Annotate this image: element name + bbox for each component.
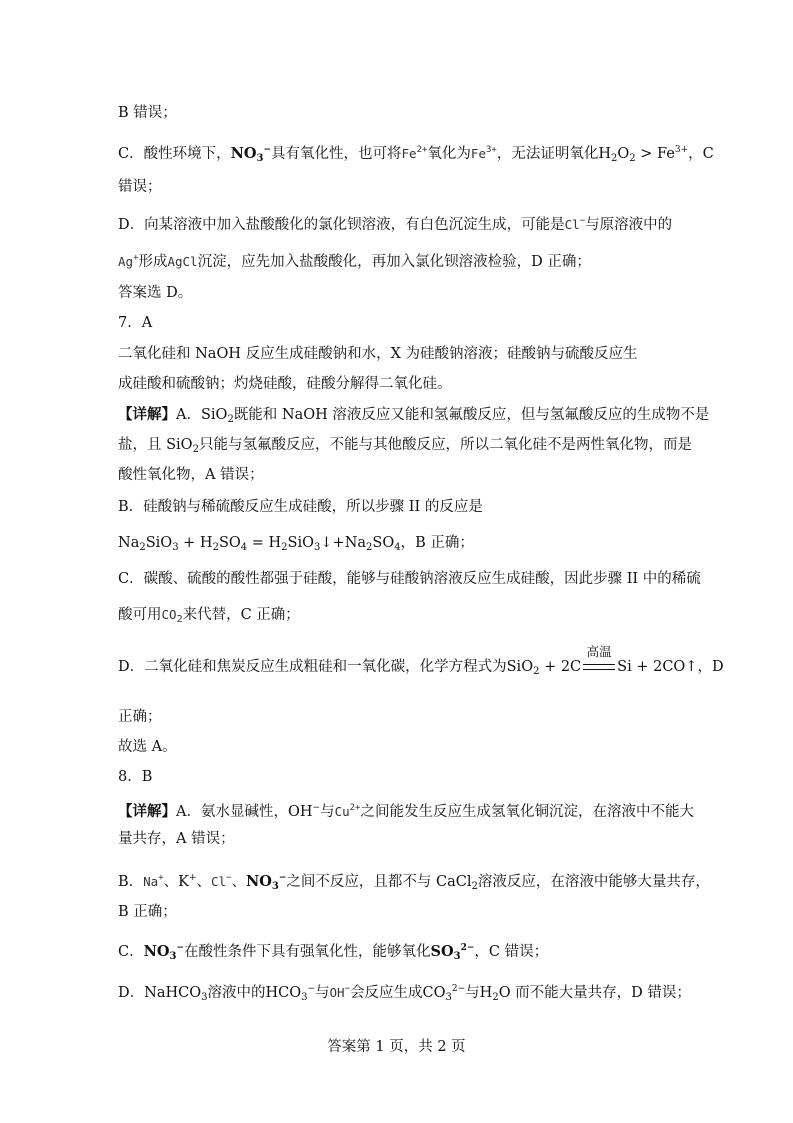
formula-no3: $NO_3^-$: [246, 873, 287, 892]
formula-co3: $CO_3^{2-}$: [422, 984, 466, 1003]
text: ，C: [688, 146, 714, 162]
text: B 正确；: [118, 904, 177, 920]
text: A．氨水显碱性，OH: [176, 804, 313, 820]
line-8-detail-a-2: [118, 829, 235, 849]
text: 二氧化硅和 NaOH 反应生成硅酸钠和水，X 为硅酸钠溶液；硅酸钠与硫酸反应生: [118, 346, 638, 362]
text: 错误；: [118, 179, 162, 195]
text: 故选 A。: [118, 739, 177, 755]
line-7-equation-b: [118, 533, 474, 558]
line-7-detail-c: [118, 569, 701, 589]
line-c-oxidation: [118, 140, 714, 169]
formula-hco3: $HCO_3^-$: [265, 984, 316, 1003]
text: 之间能发生反应生成氢氧化铜沉淀，在溶液中不能大: [360, 804, 694, 820]
formula-no3: $NO_3^-$: [143, 943, 185, 962]
formula-cl: Cl−: [564, 216, 586, 232]
equation-sio3: $Na_2SiO_3 + H_2SO_4$ = $H_2SiO_3↓+Na_2SO_4$: [118, 535, 401, 553]
formula-fe2: $Fe^{2+}$: [401, 145, 428, 161]
line-8-detail-b-2: [118, 902, 177, 922]
line-7-intro-2: [118, 374, 452, 394]
formula-agcl: AgCl: [167, 254, 198, 269]
formula-so3: $SO_3^{2-}$: [430, 943, 475, 962]
formula-cu2: $Cu^{2+}$: [334, 803, 361, 819]
text: 正确；: [118, 709, 162, 725]
text: 量共存，A 错误；: [118, 831, 235, 847]
question-7-answer: [118, 313, 152, 333]
equation-si: SiO$_2$ + 2C 高温 Si + 2CO↑，D: [506, 644, 724, 677]
line-7-intro-1: [118, 344, 638, 364]
detail-label: 【详解】: [118, 406, 176, 423]
text: 在酸性条件下具有强氧化性，能够氧化: [184, 944, 431, 960]
page-footer: 答案第 1 页，共 2 页: [327, 1039, 466, 1055]
text: D．NaHCO: [118, 985, 202, 1001]
text: ，C 错误；: [474, 944, 549, 960]
text: C．碳酸、硫酸的酸性都强于硅酸，能够与硅酸钠溶液反应生成硅酸，因此步骤 II 中的稀硫: [118, 571, 701, 587]
line-7-choice: [118, 737, 177, 757]
text: 沉淀，应先加入盐酸酸化，再加入氯化钡溶液检验，D 正确；: [197, 254, 591, 270]
line-7-detail-a-3: [118, 465, 264, 485]
text: B 错误；: [118, 105, 177, 121]
line-d-chloride: [118, 211, 672, 235]
formula-ag: Ag+: [118, 253, 139, 269]
line-7-correct: [118, 707, 162, 727]
formula-co2: $CO_2$: [161, 607, 183, 625]
text: C．酸性环境下，: [118, 146, 231, 162]
text: 形成: [138, 254, 168, 270]
reaction-condition: 高温: [583, 657, 615, 677]
detail-label: 【详解】: [118, 803, 176, 820]
question-8-answer: [118, 767, 152, 787]
text: 具有氧化性，也可将: [271, 146, 402, 162]
text: D．二氧化硅和焦炭反应生成粗硅和一氧化碳，化学方程式为: [118, 659, 507, 675]
formula-cl: Cl−: [211, 873, 232, 889]
text: 与原溶液中的: [585, 217, 673, 233]
line-8-detail-b: B．Na+、K+、Cl−、$NO_3^-$之间不反应，且都不与 CaCl$_2$溶液反应，在溶液中能够大量共存，: [118, 873, 710, 892]
formula-no3: $NO_3^-$: [230, 145, 272, 164]
text: 会反应生成: [350, 985, 423, 1001]
text: 酸可用: [118, 607, 162, 623]
text: ，无法证明氧化: [496, 146, 599, 162]
text: ，B 正确；: [400, 535, 474, 551]
text: 成硅酸和硫酸钠；灼烧硅酸，硅酸分解得二氧化硅。: [118, 376, 452, 392]
line-7-detail-a: 【详解】A．SiO$_2$既能和 NaOH 溶液反应又能和氢氟酸反应，但与氢氟酸反应的生成物不是: [118, 406, 710, 425]
text: A．SiO: [176, 407, 228, 423]
line-c-wrong: [118, 177, 162, 197]
line-b-wrong: [118, 103, 177, 123]
formula-na: Na+: [143, 873, 164, 889]
text: O 而不能大量共存，D 错误；: [498, 985, 691, 1001]
text: 与: [320, 804, 335, 820]
line-d-agcl: [118, 248, 591, 272]
text: 溶液中的: [207, 985, 266, 1001]
line-8-detail-d: D．NaHCO$_3$溶液中的$HCO_3^-$与OH−会反应生成$CO_3^{2-}$与$H_2O$ 而不能大量共存，D 错误；: [118, 984, 691, 1003]
line-7-detail-a-2: 盐，且 SiO$_2$只能与氢氟酸反应，不能与其他酸反应，所以二氧化硅不是两性氧化物，而是: [118, 437, 692, 455]
text: 7．A: [118, 315, 153, 331]
line-7-detail-b: [118, 497, 483, 517]
line-7-detail-d: [118, 644, 724, 682]
line-answer-d: [118, 283, 192, 303]
formula-h2o2: $H_2O_2 > Fe^{3+}$: [598, 145, 689, 164]
text: 来代替，C 正确；: [182, 607, 300, 623]
text: D．向某溶液中加入盐酸酸化的氯化钡溶液，有白色沉淀生成，可能是: [118, 217, 565, 233]
text: 氧化为: [427, 146, 471, 162]
line-7-detail-c-2: [118, 605, 300, 630]
formula-h2o: $H_2$: [479, 985, 499, 1003]
text: 既能和 NaOH 溶液反应又能和氢氟酸反应，但与氢氟酸反应的生成物不是: [233, 407, 710, 423]
formula-k: K+: [178, 873, 197, 890]
text: 答案选 D。: [118, 285, 193, 301]
text: 8．B: [118, 769, 153, 785]
text: 酸性氧化物，A 错误；: [118, 467, 264, 483]
formula-oh: OH−: [329, 984, 351, 1000]
text: B．: [118, 874, 144, 890]
text: C．: [118, 944, 144, 960]
text: 只能与氢氟酸反应，不能与其他酸反应，所以二氧化硅不是两性氧化物，而是: [198, 437, 692, 453]
text: 溶液反应，在溶液中能够大量共存，: [477, 874, 710, 890]
line-8-detail-c: [118, 938, 548, 967]
line-8-detail-a: 【详解】A．氨水显碱性，OH−与$Cu^{2+}$之间能发生反应生成氢氧化铜沉淀，在溶液中不能大: [118, 803, 694, 820]
formula-fe3: $Fe^{3+}$: [470, 145, 497, 161]
text: 之间不反应，且都不与 CaCl: [286, 874, 472, 890]
text: B．硅酸钠与稀硫酸反应生成硅酸，所以步骤 II 的反应是: [118, 499, 483, 515]
text: 盐，且 SiO: [118, 437, 193, 453]
